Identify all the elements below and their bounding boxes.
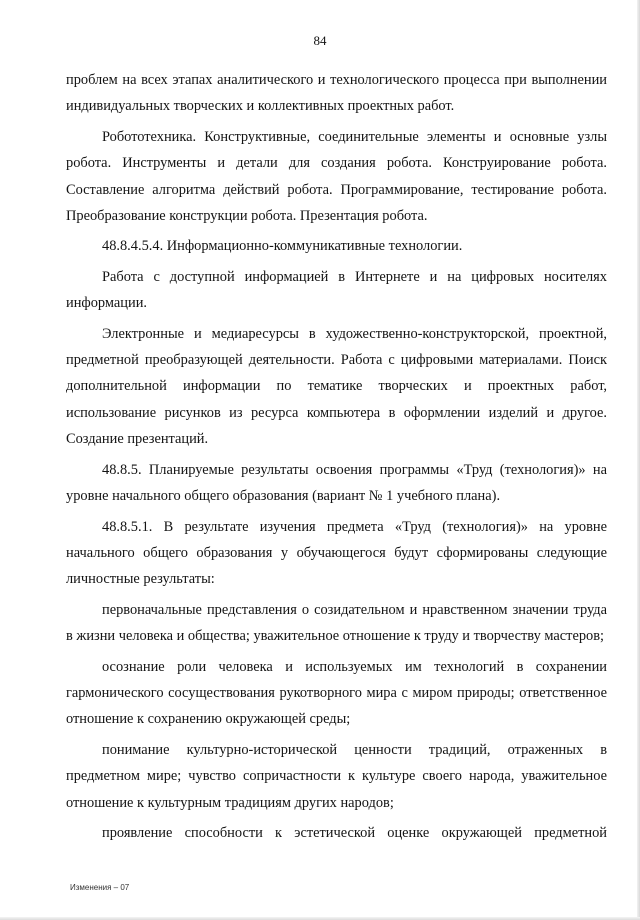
paragraph-continuation: проблем на всех этапах аналитического и технологического процесса при выполнении индивидуальных творческих и коллективных проектных работ. (66, 72, 607, 115)
paragraph-personal-results-intro: 48.8.5.1. В результате изучения предмета «Труд (технология)» на уровне начального общего образования у обучающегося будут сформированы следующие личностные результаты: (66, 518, 607, 588)
document-body (66, 67, 607, 850)
list-item-cultural-value: понимание культурно-исторической ценности традиций, отраженных в предметном мире; чувство сопричастности к культуре своего народа, уважительное отношение к культурным традициям других народов; (66, 741, 607, 811)
paragraph-robotics: Робототехника. Конструктивные, соединительные элементы и основные узлы робота. Инструменты и детали для создания робота. Конструирование робота. Составление алгоритма действий робота. Программирование, тестирование робота. Преобразование конструкции робота. Презентация робота. (66, 128, 607, 225)
section-heading-planned-results: 48.8.5. Планируемые результаты освоения программы «Труд (технология)» на уровне начального общего образования (вариант № 1 учебного плана). (66, 461, 607, 505)
list-item-aesthetic: проявление способности к эстетической оценке окружающей предметной (102, 824, 607, 841)
paragraph-internet-work: Работа с доступной информацией в Интернете и на цифровых носителях информации. (66, 268, 607, 312)
paragraph-media-resources: Электронные и медиаресурсы в художественно-конструкторской, проектной, предметной преобразующей деятельности. Работа с цифровыми материалами. Поиск дополнительной информации по тематике творческих и проектных работ, использование рисунков из ресурса компьютера в оформлении изделий и другое. Создание презентаций. (66, 325, 607, 448)
list-item-human-role: осознание роли человека и используемых им технологий в сохранении гармонического сосуществования рукотворного мира с миром природы; ответственное отношение к сохранению окружающей среды; (66, 658, 607, 728)
section-heading-ict: 48.8.4.5.4. Информационно-коммуникативные технологии. (102, 238, 463, 255)
footer-revision-note: Изменения – 07 (70, 883, 130, 892)
list-item-creative-labor: первоначальные представления о созидательном и нравственном значении труда в жизни человека и общества; уважительное отношение к труду и творчеству мастеров; (66, 601, 607, 645)
page-number: 84 (313, 33, 327, 48)
